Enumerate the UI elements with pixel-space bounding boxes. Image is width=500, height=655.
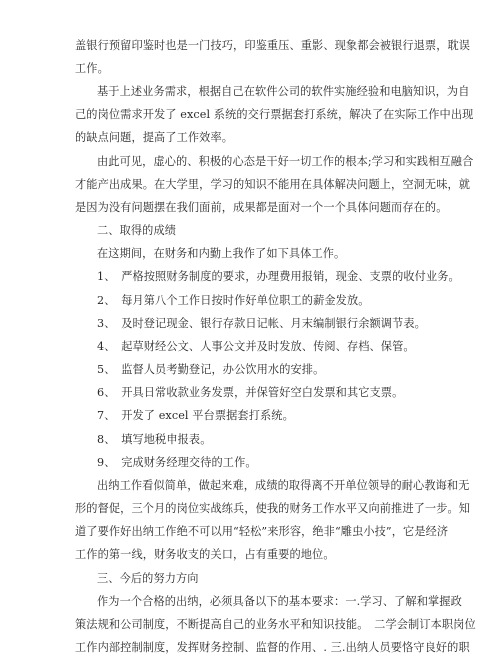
text-line: 工作的第一线，财务收支的关口，占有重要的地位。	[75, 548, 335, 561]
text-line: 工作内部控制制度，发挥财务控制、监督的作用、. 三.出纳人员要恪守良好的职	[75, 641, 470, 654]
text-line: 才能产出成果。在大学里，学习的知识不能用在具体解决问题上，空洞无味，就	[75, 178, 471, 191]
text-line: 的缺点问题，提高了工作效率。	[75, 131, 234, 144]
section-heading: 二、取得的成绩	[97, 224, 177, 237]
text-line: 道了要作好出纳工作绝不可以用“轻松”来形容，绝非“雕虫小技”，它是经济	[75, 525, 449, 538]
section-heading: 三、今后的努力方向	[97, 572, 199, 585]
list-item: 1、 严格按照财务制度的要求，办理费用报销，现金、支票的收付业务。	[97, 270, 460, 283]
text-line: 由此可见，虚心的、积极的心态是干好一切工作的根本;学习和实践相互融合	[97, 155, 474, 168]
text-line: 策法规和公司制度，不断提高自己的业务水平和知识技能。 二学会制订本职岗位	[75, 618, 476, 631]
list-item: 6、 开具日常收款业务发票，并保管好空白发票和其它支票。	[97, 386, 404, 399]
list-item: 2、 每月第八个工作日按时作好单位职工的薪金发放。	[97, 294, 370, 307]
text-line: 作为一个合格的出纳，必须具备以下的基本要求：一.学习、了解和掌握政	[97, 595, 462, 608]
list-item: 5、 监督人员考勤登记，办公饮用水的安排。	[97, 363, 325, 376]
list-item: 3、 及时登记现金、银行存款日记帐、月末编制银行余额调节表。	[97, 317, 426, 330]
text-line: 盖银行预留印鉴时也是一门技巧，印鉴重压、重影、现象都会被银行退票，耽误	[75, 39, 471, 52]
text-line: 出纳工作看似简单，做起来难，成绩的取得离不开单位领导的耐心教诲和无	[97, 479, 470, 492]
list-item: 4、 起草财经公文、人事公文并及时发放、传阅、存档、保管。	[97, 340, 415, 353]
text-line: 是因为没有问题摆在我们面前，成果都是面对一个一个具体问题而存在的。	[75, 201, 448, 214]
text-line: 基于上述业务需求，根据自己在软件公司的软件实施经验和电脑知识，为自	[97, 85, 470, 98]
text-line: 在这期间，在财务和内勤上我作了如下具体工作。	[97, 247, 346, 260]
text-line: 形的督促，三个月的岗位实战练兵，使我的财务工作水平又向前推进了一步。知	[75, 502, 471, 515]
text-line: 己的岗位需求开发了 excel 系统的交行票据套打系统，解决了在实际工作中出现	[75, 108, 474, 121]
list-item: 9、 完成财务经理交待的工作。	[97, 456, 257, 469]
list-item: 7、 开发了 excel 平台票据套打系统。	[97, 409, 294, 422]
text-line: 工作。	[75, 62, 109, 75]
list-item: 8、 填写地税申报表。	[97, 433, 212, 446]
